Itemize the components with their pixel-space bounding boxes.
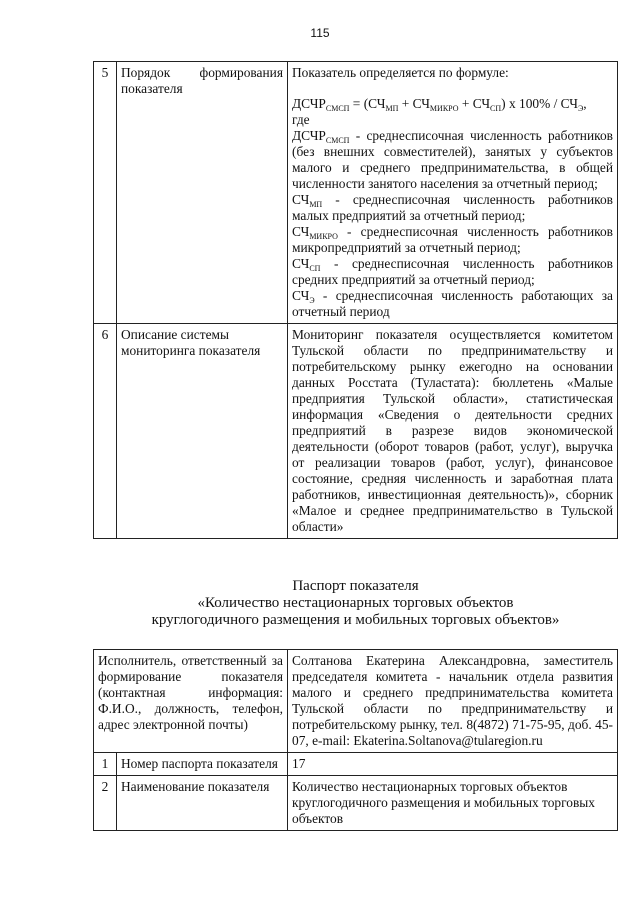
definition: $СЧ_{СП}$ - среднесписочная численность работников средних предприятий за отчетный период; bbox=[292, 256, 613, 287]
page-number: 115 bbox=[310, 26, 330, 40]
row-value: 17 bbox=[288, 753, 618, 776]
definition: $ДСЧР_{СМСП}$ - среднесписочная численность работников (без внешних совместителей), занятых у субъектов малого и среднего предпринимательства, в общей численности занятого населения за отчетный период; bbox=[292, 128, 613, 191]
executor-label: Исполнитель, ответственный за формирование показателя (контактная информация: Ф.И.О., должность, телефон, адрес электронной почты) bbox=[94, 650, 288, 753]
row-number: 1 bbox=[94, 753, 117, 776]
definition: $СЧ_Э$ - среднесписочная численность работающих за отчетный период bbox=[292, 288, 613, 319]
formula-intro: Показатель определяется по формуле: bbox=[292, 65, 509, 80]
definition: $СЧ_{МИКРО}$ - среднесписочная численность работников микропредприятий за отчетный период; bbox=[292, 224, 613, 255]
row-label: Номер паспорта показателя bbox=[117, 753, 288, 776]
where-text: где bbox=[292, 112, 310, 127]
formula: $ДСЧР_{СМСП} = (СЧ_{МП} + СЧ_{МИКРО} + СЧ_{СП})$ x $100\% / СЧ_Э$, bbox=[292, 96, 587, 113]
row-label: Наименование показателя bbox=[117, 776, 288, 831]
definition: $СЧ_{МП}$ - среднесписочная численность работников малых предприятий за отчетный период; bbox=[292, 192, 613, 223]
row-number: 5 bbox=[94, 62, 117, 324]
table-row bbox=[94, 753, 618, 776]
row-value: Мониторинг показателя осуществляется комитетом Тульской области по предпринимательству и потребительскому рынку ежегодно на основании данных Росстата (Туластата): бюллетень «Малые предприятия Тульской области», статистическая информация «Сведения о деятельности средних предприятий в разрезе видов экономической деятельности (оборот товаров (работ, услуг), выручка от реализации товаров (работ, услуг), финансовое состояние, средняя численность и заработная плата работников, инвестиционная деятельность)», сборник «Малое и среднее предпринимательство в Тульской области» bbox=[288, 324, 618, 539]
row-number: 6 bbox=[94, 324, 117, 539]
indicator-table-continued bbox=[93, 61, 618, 539]
row-value bbox=[288, 62, 618, 324]
row-label: Описание системы мониторинга показателя bbox=[117, 324, 288, 539]
row-label: Порядок формирования показателя bbox=[117, 62, 288, 324]
row-number: 2 bbox=[94, 776, 117, 831]
table-row bbox=[94, 776, 618, 831]
table-row bbox=[94, 324, 618, 539]
table-row bbox=[94, 650, 618, 753]
indicator-passport-table bbox=[93, 649, 618, 831]
section-heading: Паспорт показателя «Количество нестационарных торговых объектов круглогодичного размещения и мобильных торговых объектов» bbox=[151, 578, 560, 628]
executor-value: Солтанова Екатерина Александровна, заместитель председателя комитета - начальник отдела развития малого и среднего предпринимательства комитета Тульской области по предпринимательству и потребительскому рынку, тел. 8(4872) 71-75-95, доб. 45-07, e-mail: Ekaterina.Soltanova@tularegion.ru bbox=[288, 650, 618, 753]
table-row bbox=[94, 62, 618, 324]
row-value: Количество нестационарных торговых объектов круглогодичного размещения и мобильных торговых объектов bbox=[288, 776, 618, 831]
